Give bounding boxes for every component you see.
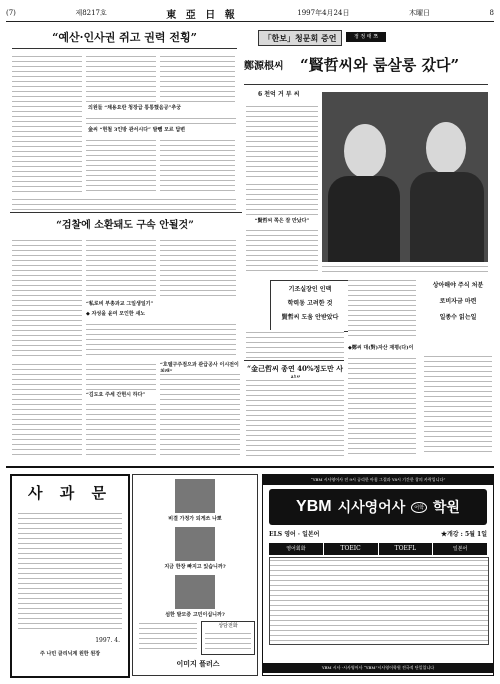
course-header: TOEIC xyxy=(324,543,379,555)
hanbo-photo-caption: “賢哲씨 쪽은 잘 만났다” xyxy=(254,218,310,224)
ads-divider xyxy=(6,466,494,468)
course-header: 일본어 xyxy=(433,543,487,555)
apology-body-text xyxy=(18,511,122,631)
hearing-photo xyxy=(322,92,488,262)
course-header: TOEFL xyxy=(379,543,434,555)
quote-line-2: 학력동 고려한 것 xyxy=(287,300,333,307)
article-text-column xyxy=(160,372,240,458)
top-left-subhead-1: 의원들 “채용요란 청장급 통통했음공”추궁 xyxy=(88,105,182,111)
person-face xyxy=(344,124,386,178)
ybm-schedule-table xyxy=(269,557,489,645)
article-text-column xyxy=(246,330,344,358)
issue-day: 木曜日 xyxy=(408,9,430,17)
page-left-number: (7) xyxy=(6,9,16,17)
clinic-caption-1: 비결 가정가 되게쓰 나뽀 xyxy=(168,516,222,522)
article-text-column xyxy=(12,238,82,358)
hanbo-side-quote xyxy=(424,278,492,350)
ybm-logo-bar xyxy=(269,489,487,525)
bottom-mid-subhead-1: “김도요 주세 간현시 하다” xyxy=(86,392,146,398)
article-text-column xyxy=(348,356,416,456)
ybm-ad xyxy=(262,474,494,676)
side-quote-line: 일종수 읽는일 xyxy=(439,314,477,321)
article-text-column xyxy=(86,362,156,390)
person-body xyxy=(410,172,484,262)
middle-left-subhead-1: “私로비 부총과교 그일생일기” xyxy=(86,301,154,307)
ybm-name: 시사영어사 xyxy=(337,500,406,516)
person-body xyxy=(328,176,400,262)
middle-left-subhead-2: ◆ 자성을 윤여 모인한 새노 xyxy=(86,311,146,317)
quote-line-1: 기조실장인 인맥 xyxy=(288,286,332,293)
article-text-column xyxy=(160,54,235,102)
hanbo-subhead-2: ◆鄭씨 대(對)자산 재평(다)이 xyxy=(348,345,414,351)
article-text-column xyxy=(86,138,156,194)
apology-signature: 주 나민 클리닉계 원한 원장 xyxy=(39,651,101,657)
article-text-column xyxy=(86,116,236,124)
page-marker: 8 xyxy=(489,9,494,17)
phone-label: 상담전화 xyxy=(218,623,238,629)
paper-name: 東 亞 日 報 xyxy=(166,9,238,21)
article-text-column xyxy=(246,182,318,216)
side-quote-line: 상아해야 주식 처분 xyxy=(432,282,484,289)
ybm-badge: 어학 xyxy=(411,502,427,513)
ybm-info-row xyxy=(269,529,487,541)
apology-date: 1997. 4. xyxy=(95,637,120,644)
article-text-column xyxy=(86,402,156,458)
quote-line-3: 賢哲씨 도움 안받았다 xyxy=(281,314,339,321)
course-header: 영어회화 xyxy=(269,543,324,555)
ybm-footer: YBM 시사 -시사영어사 “YBM”시사영어학원 전국적 단일입니다 xyxy=(263,663,493,673)
masthead xyxy=(6,5,494,22)
person-face xyxy=(426,122,466,174)
headline-rule xyxy=(244,84,488,85)
article-text-column xyxy=(160,138,235,194)
article-text-column xyxy=(348,278,416,340)
clinic-brand: 이미지 플러스 xyxy=(176,659,220,668)
ybm-open-date: ★개강 : 5월 1일 xyxy=(440,531,487,538)
article-text-column xyxy=(424,354,492,456)
hanbo-sub: 6 천억 거 부 씨 xyxy=(258,91,300,98)
article-text-column xyxy=(12,197,236,211)
issue-date: 1997年4月24日 xyxy=(297,9,350,17)
article-text-column xyxy=(246,228,318,272)
ad-photo-2 xyxy=(175,527,215,561)
ybm-course-headers xyxy=(269,543,487,555)
ybm-banner: “YBM 시사영어사 전 9시 공리한 아침 그결과 Y8시 기간한 창의 카락입니다” xyxy=(263,475,493,485)
article-text-column xyxy=(86,322,236,358)
clinic-phone-box xyxy=(201,621,255,655)
side-quote-line: 로비자금 마련 xyxy=(439,298,477,305)
clinic-caption-3: 섬한 발모증 고민이십니까? xyxy=(165,612,225,618)
hanbo-section-tag-2: 정 정 태 쯔 xyxy=(346,32,386,42)
clinic-text xyxy=(139,621,197,651)
article-text-column xyxy=(12,54,82,194)
apology-title: 사 과 문 xyxy=(28,484,112,502)
top-left-headline: “예산·인사권 쥐고 권력 전횡” xyxy=(12,28,237,49)
hanbo-person: 鄭源根씨 xyxy=(244,61,284,72)
hanbo-quote-box xyxy=(270,280,350,332)
bottom-mid-headline: “金己哲씨 종연 40%정도만 사 xyxy=(246,364,344,373)
article-text-column xyxy=(12,362,82,458)
ybm-school: 학원 xyxy=(432,500,460,516)
middle-left-headline: “검찰에 소환돼도 구속 안될것” xyxy=(56,220,194,231)
hanbo-headline: “賢哲씨와 룸살롱 갔다” xyxy=(300,56,460,74)
article-text-column xyxy=(86,54,156,102)
article-text-column xyxy=(246,104,318,178)
article-text-column xyxy=(246,378,344,456)
article-text-column xyxy=(86,238,156,298)
section-rule xyxy=(10,212,242,213)
ad-photo-3 xyxy=(175,575,215,609)
ybm-ets-label: ELS 영어 · 일본어 xyxy=(269,531,320,538)
phone-numbers xyxy=(205,631,251,651)
hanbo-section-tag: 「한보」청문회 증언 xyxy=(258,30,342,46)
article-text-column xyxy=(160,238,236,298)
clinic-ad xyxy=(132,474,258,676)
section-rule xyxy=(244,360,344,361)
photo-caption-text xyxy=(322,264,488,276)
top-left-subhead-2: 金씨 “현철 3인방 관서시다” 발뺌 모르 답변 xyxy=(88,127,186,133)
bottom-mid-subhead-2: “호텔구주점으과 관급공사 이시전이 xyxy=(160,362,239,368)
ybm-logo: YBM xyxy=(296,498,332,515)
clinic-caption-2: 지금 한장 빠지고 있습니까? xyxy=(164,564,226,570)
issue-number: 제8217호 xyxy=(75,9,107,17)
apology-notice xyxy=(10,474,130,678)
ad-photo-1 xyxy=(175,479,215,513)
